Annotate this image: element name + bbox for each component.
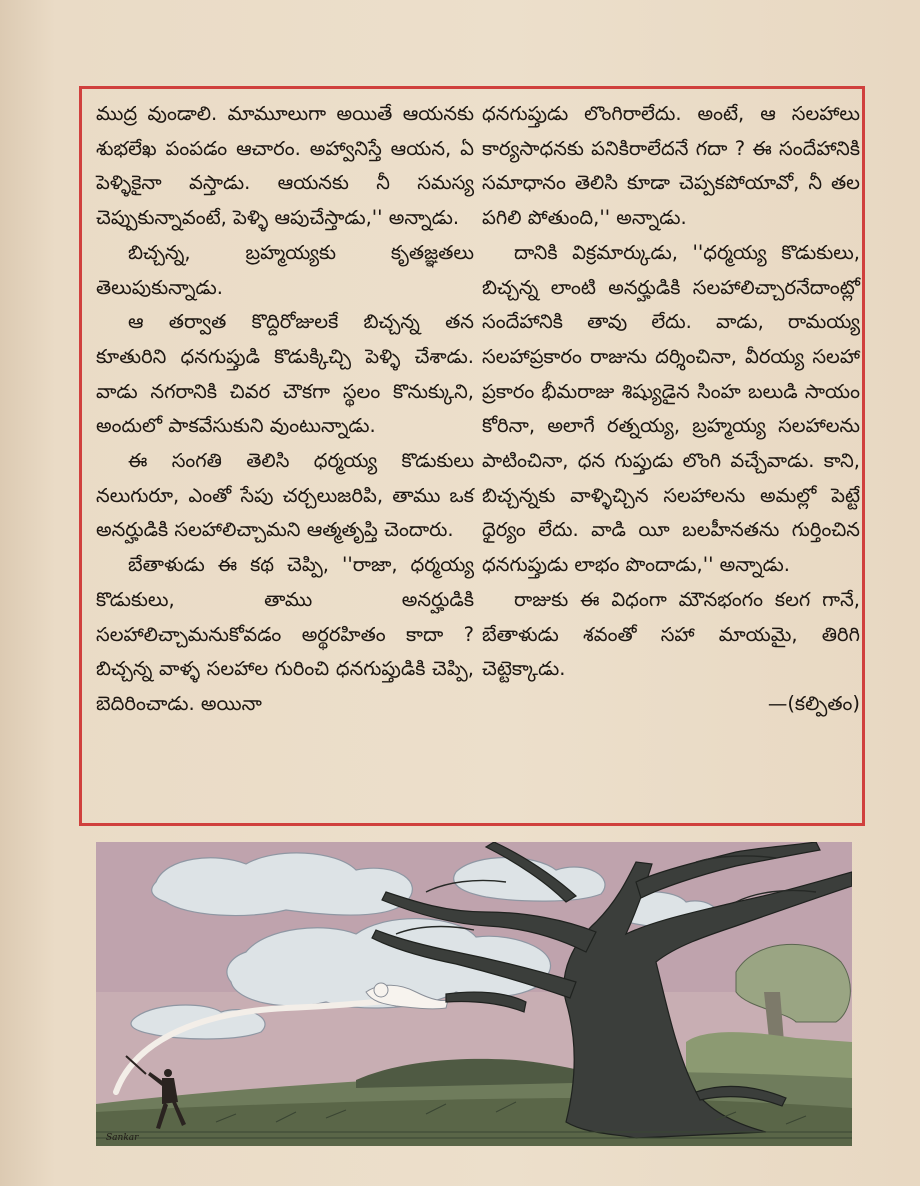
credit-line: —(కల్పితం) xyxy=(767,691,860,715)
left-column xyxy=(96,97,474,722)
paragraph: ధనగుప్తుడు లొంగిరాలేదు. అంటే, ఆ సలహాలు కార్యసాధనకు పనికిరాలేదనే గదా ? ఈ సందేహానికి సమాధానం తెలిసి కూడా చెప్పకపోయావో, నీ తల పగిలి పోతుంది,'' అన్నాడు. xyxy=(482,102,860,230)
artist-signature: Sankar xyxy=(106,1133,139,1143)
paragraph: బేతాళుడు ఈ కథ చెప్పి, ''రాజా, ధర్మయ్య కొడుకులు, తాము అనర్హుడికి సలహాలిచ్చామనుకోవడం అర్థరహితం కాదా ? బిచ్చన్న వాళ్ళ సలహాల గురించి ధనగుప్తుడికి చెప్పి, బెదిరించాడు. అయినా xyxy=(96,553,474,715)
paragraph: బిచ్చన్న, బ్రహ్మయ్యకు కృతజ్ఞతలు తెలుపుకున్నాడు. xyxy=(96,240,474,299)
paragraph: దానికి విక్రమార్కుడు, ''ధర్మయ్య కొడుకులు, బిచ్చన్న లాంటి అనర్హుడికి సలహాలిచ్చారనేదాంట్లో సందేహానికి తావు లేదు. వాడు, రామయ్య సలహాప్రకారం రాజును దర్శించినా, వీరయ్య సలహా ప్రకారం భీమరాజు శిష్యుడైన సింహ బలుడి సాయం కోరినా, అలాగే రత్నయ్య, బ్రహ్మయ్య సలహాలను పాటించినా, ధన గుప్తుడు లొంగి వచ్చేవాడు. కాని, బిచ్చన్నకు వాళ్ళిచ్చిన సలహాలను అమల్లో పెట్టే ధైర్యం లేదు. వాడి యీ బలహీనతను గుర్తించిన ధనగుప్తుడు లాభం పొందాడు,'' అన్నాడు. xyxy=(482,240,860,577)
tree-scene-image xyxy=(96,842,852,1146)
story-illustration xyxy=(96,842,852,1146)
paragraph: ముద్ర వుండాలి. మామూలుగా అయితే ఆయనకు శుభలేఖ పంపడం ఆచారం. అహ్వానిస్తే ఆయన, ఏ పెళ్ళికైనా వస్తాడు. ఆయనకు నీ సమస్య చెప్పుకున్నావంటే, పెళ్ళి ఆపుచేస్తాడు,'' అన్నాడు. xyxy=(96,102,474,230)
paragraph: ఆ తర్వాత కొద్దిరోజులకే బిచ్చన్న తన కూతురిని ధనగుప్తుడి కొడుక్కిచ్చి పెళ్ళి చేశాడు. వాడు నగరానికి చివర చౌకగా స్థలం కొనుక్కుని, అందులో పాకవేసుకుని వుంటున్నాడు. xyxy=(96,310,474,438)
paragraph: రాజుకు ఈ విధంగా మౌనభంగం కలగ గానే, బేతాళుడు శవంతో సహా మాయమై, తిరిగి చెట్టెక్కాడు. xyxy=(482,587,860,681)
right-column xyxy=(482,97,860,722)
paragraph: ఈ సంగతి తెలిసి ధర్మయ్య కొడుకులు నలుగురూ, ఎంతో సేపు చర్చలుజరిపి, తాము ఒక అనర్హుడికి సలహాలిచ్చామని ఆత్మతృప్తి చెందారు. xyxy=(96,449,474,542)
